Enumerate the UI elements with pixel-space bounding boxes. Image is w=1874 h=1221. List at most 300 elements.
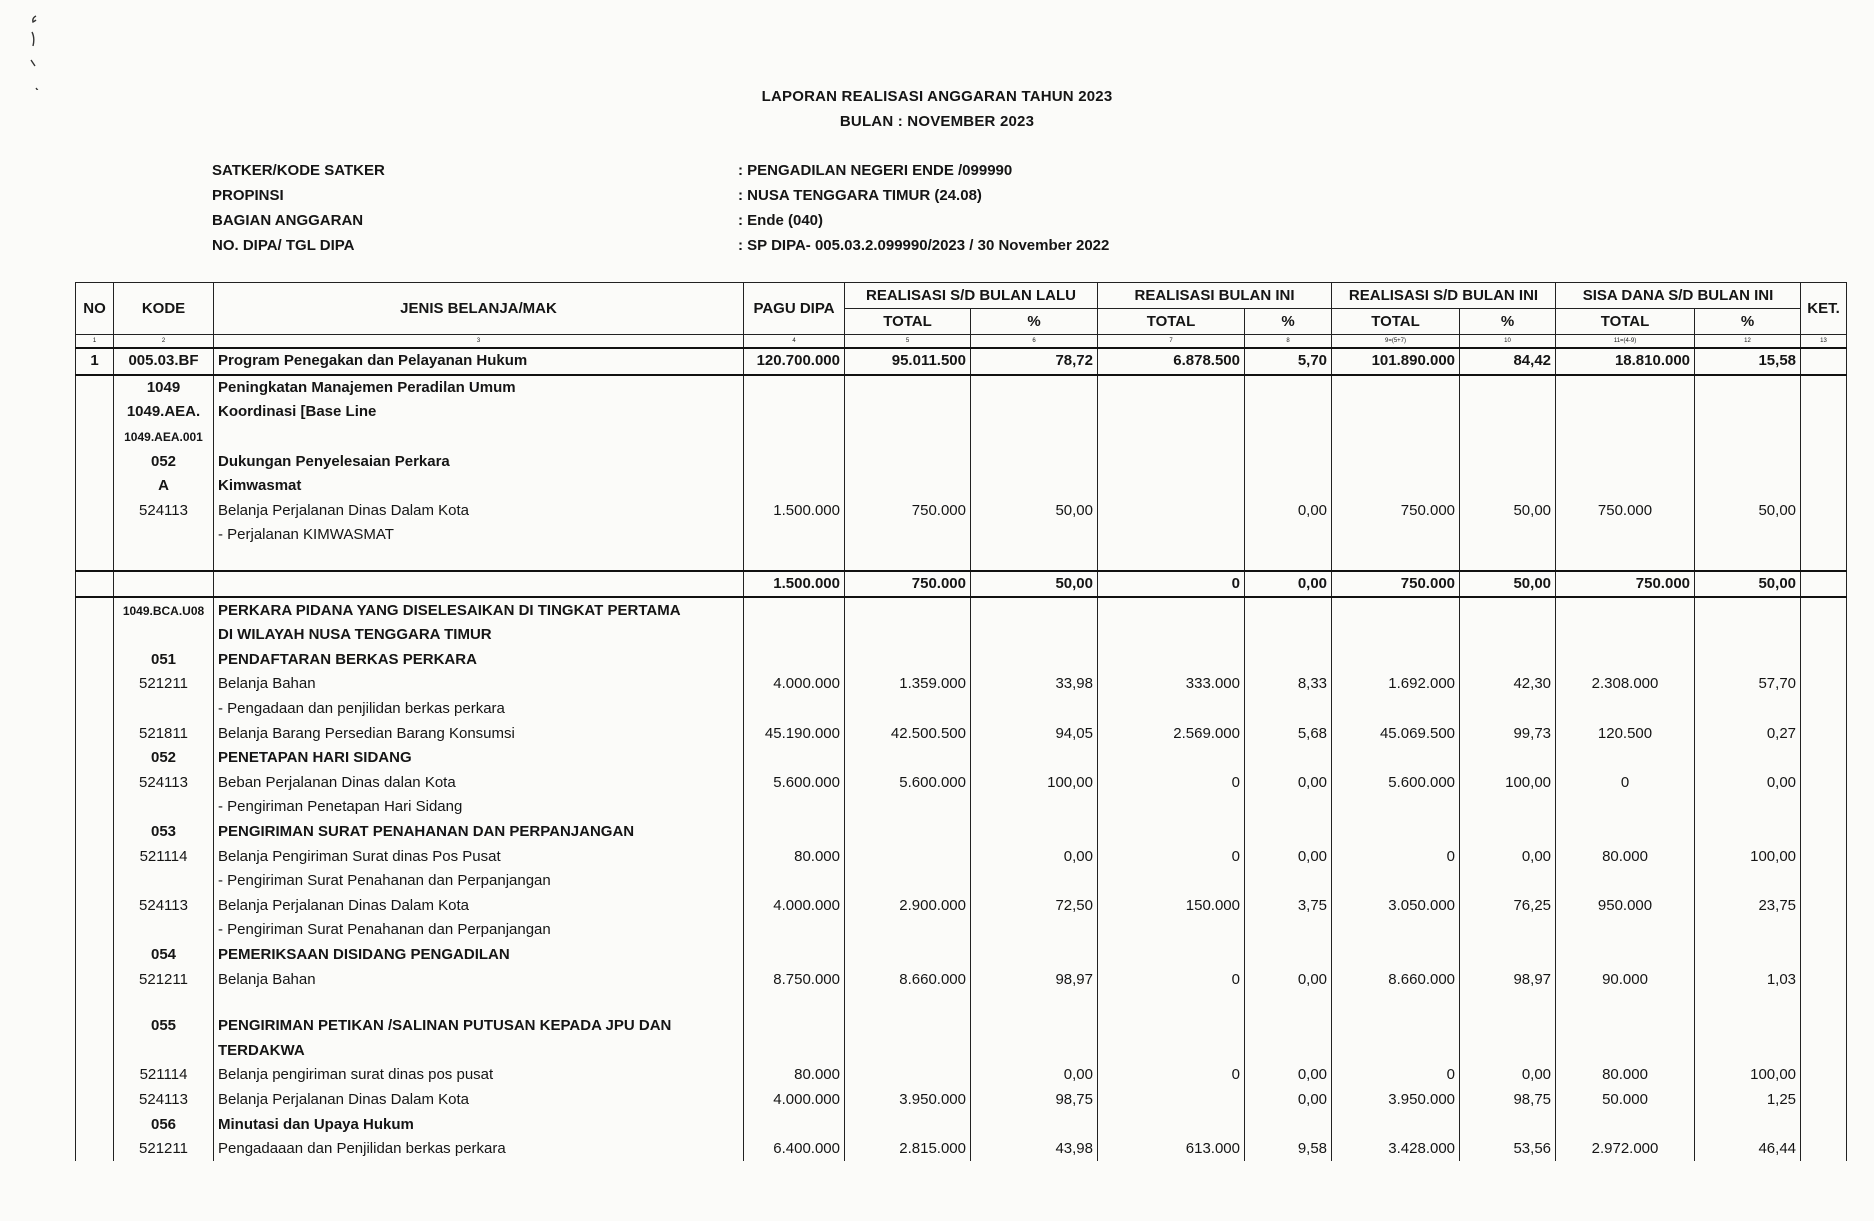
row-realisasi-lalu-total xyxy=(845,1038,971,1063)
row-no xyxy=(76,400,114,425)
row-kode: 056 xyxy=(114,1112,214,1137)
row-sisa-total: 750.000 xyxy=(1556,499,1695,524)
row-realisasi-lalu-pct xyxy=(971,869,1098,894)
row-realisasi-ini-total: 6.878.500 xyxy=(1098,348,1245,375)
row-sisa-pct: 23,75 xyxy=(1695,893,1801,918)
row-no xyxy=(76,1112,114,1137)
row-sisa-total xyxy=(1556,820,1695,845)
row-realisasi-sd-ini-total xyxy=(1332,623,1460,648)
row-ket xyxy=(1801,1088,1847,1113)
row-realisasi-sd-ini-pct: 50,00 xyxy=(1460,499,1556,524)
row-ket xyxy=(1801,1112,1847,1137)
row-realisasi-sd-ini-pct xyxy=(1460,820,1556,845)
row-realisasi-sd-ini-total xyxy=(1332,400,1460,425)
row-realisasi-ini-pct xyxy=(1245,1038,1332,1063)
row-realisasi-sd-ini-pct xyxy=(1460,523,1556,548)
row-jenis-belanja: Kimwasmat xyxy=(214,474,744,499)
row-jenis-belanja: PERKARA PIDANA YANG DISELESAIKAN DI TINGKAT PERTAMA xyxy=(214,597,744,623)
row-ket xyxy=(1801,548,1847,571)
row-sisa-total: 80.000 xyxy=(1556,844,1695,869)
row-no xyxy=(76,449,114,474)
row-realisasi-lalu-total xyxy=(845,648,971,673)
row-realisasi-ini-total xyxy=(1098,400,1245,425)
row-kode xyxy=(114,548,214,571)
row-realisasi-ini-pct xyxy=(1245,425,1332,450)
table-row xyxy=(76,672,1847,697)
row-realisasi-ini-total xyxy=(1098,1112,1245,1137)
row-realisasi-lalu-total xyxy=(845,820,971,845)
row-jenis-belanja: Pengadaaan dan Penjilidan berkas perkara xyxy=(214,1137,744,1162)
row-kode: 521211 xyxy=(114,672,214,697)
row-realisasi-ini-total xyxy=(1098,746,1245,771)
row-sisa-pct: 0,27 xyxy=(1695,721,1801,746)
row-ket xyxy=(1801,697,1847,722)
header-kode: KODE xyxy=(114,283,214,335)
row-kode: 524113 xyxy=(114,499,214,524)
row-kode: 524113 xyxy=(114,771,214,796)
table-row xyxy=(76,623,1847,648)
row-realisasi-sd-ini-pct xyxy=(1460,648,1556,673)
row-realisasi-lalu-total: 750.000 xyxy=(845,499,971,524)
row-kode: 005.03.BF xyxy=(114,348,214,375)
row-realisasi-sd-ini-total xyxy=(1332,449,1460,474)
row-realisasi-sd-ini-pct xyxy=(1460,746,1556,771)
row-realisasi-sd-ini-total xyxy=(1332,795,1460,820)
row-ket xyxy=(1801,571,1847,598)
row-sisa-pct: 50,00 xyxy=(1695,571,1801,598)
row-kode: 053 xyxy=(114,820,214,845)
column-number: 8 xyxy=(1245,335,1332,349)
row-realisasi-lalu-pct xyxy=(971,425,1098,450)
row-realisasi-sd-ini-pct: 84,42 xyxy=(1460,348,1556,375)
row-realisasi-ini-total: 150.000 xyxy=(1098,893,1245,918)
meta-label-dipa: NO. DIPA/ TGL DIPA xyxy=(212,237,355,254)
table-row xyxy=(76,771,1847,796)
row-realisasi-sd-ini-pct xyxy=(1460,375,1556,401)
table-row xyxy=(76,425,1847,450)
row-sisa-total xyxy=(1556,523,1695,548)
row-sisa-pct xyxy=(1695,648,1801,673)
row-ket xyxy=(1801,893,1847,918)
row-ket xyxy=(1801,449,1847,474)
row-realisasi-sd-ini-pct xyxy=(1460,597,1556,623)
row-kode xyxy=(114,623,214,648)
report-title: LAPORAN REALISASI ANGGARAN TAHUN 2023 xyxy=(761,88,1113,105)
row-sisa-total xyxy=(1556,449,1695,474)
row-realisasi-ini-total xyxy=(1098,648,1245,673)
row-realisasi-lalu-total xyxy=(845,474,971,499)
row-kode: 055 xyxy=(114,1014,214,1039)
row-realisasi-lalu-pct xyxy=(971,746,1098,771)
row-realisasi-sd-ini-total xyxy=(1332,375,1460,401)
header-ket: KET. xyxy=(1801,283,1847,335)
row-ket xyxy=(1801,1038,1847,1063)
row-realisasi-ini-total xyxy=(1098,499,1245,524)
row-realisasi-ini-pct xyxy=(1245,400,1332,425)
row-realisasi-lalu-pct xyxy=(971,697,1098,722)
row-no: 1 xyxy=(76,348,114,375)
row-realisasi-ini-total xyxy=(1098,523,1245,548)
row-sisa-pct xyxy=(1695,375,1801,401)
table-row xyxy=(76,893,1847,918)
row-realisasi-lalu-total xyxy=(845,623,971,648)
row-realisasi-sd-ini-total xyxy=(1332,1112,1460,1137)
row-realisasi-lalu-total: 8.660.000 xyxy=(845,967,971,992)
row-realisasi-lalu-total: 3.950.000 xyxy=(845,1088,971,1113)
row-realisasi-lalu-pct xyxy=(971,548,1098,571)
row-realisasi-sd-ini-pct xyxy=(1460,474,1556,499)
row-realisasi-sd-ini-pct: 100,00 xyxy=(1460,771,1556,796)
row-kode: 1049.BCA.U08 xyxy=(114,597,214,623)
row-ket xyxy=(1801,623,1847,648)
row-sisa-pct xyxy=(1695,1014,1801,1039)
row-realisasi-sd-ini-pct: 53,56 xyxy=(1460,1137,1556,1162)
table-row xyxy=(76,697,1847,722)
row-no xyxy=(76,672,114,697)
row-realisasi-sd-ini-total: 45.069.500 xyxy=(1332,721,1460,746)
row-sisa-total xyxy=(1556,425,1695,450)
table-row xyxy=(76,499,1847,524)
row-sisa-total: 750.000 xyxy=(1556,571,1695,598)
row-no xyxy=(76,1137,114,1162)
row-realisasi-lalu-pct xyxy=(971,943,1098,968)
row-kode xyxy=(114,992,214,1014)
row-jenis-belanja: Belanja Bahan xyxy=(214,672,744,697)
table-row xyxy=(76,1063,1847,1088)
row-pagu-dipa xyxy=(744,1038,845,1063)
table-row xyxy=(76,943,1847,968)
row-realisasi-ini-pct xyxy=(1245,375,1332,401)
table-row xyxy=(76,795,1847,820)
row-no xyxy=(76,523,114,548)
row-realisasi-sd-ini-total: 0 xyxy=(1332,1063,1460,1088)
row-ket xyxy=(1801,943,1847,968)
row-sisa-pct xyxy=(1695,992,1801,1014)
row-sisa-total: 950.000 xyxy=(1556,893,1695,918)
row-realisasi-lalu-pct: 78,72 xyxy=(971,348,1098,375)
row-realisasi-sd-ini-total xyxy=(1332,1014,1460,1039)
row-realisasi-sd-ini-pct: 99,73 xyxy=(1460,721,1556,746)
row-realisasi-ini-pct: 8,33 xyxy=(1245,672,1332,697)
subheader-pct: % xyxy=(1245,309,1332,335)
row-realisasi-ini-total xyxy=(1098,943,1245,968)
row-jenis-belanja: DI WILAYAH NUSA TENGGARA TIMUR xyxy=(214,623,744,648)
row-realisasi-ini-pct xyxy=(1245,623,1332,648)
row-realisasi-lalu-total: 1.359.000 xyxy=(845,672,971,697)
row-ket xyxy=(1801,648,1847,673)
header-realisasi-ini: REALISASI BULAN INI xyxy=(1098,283,1332,309)
row-realisasi-sd-ini-pct xyxy=(1460,943,1556,968)
row-pagu-dipa xyxy=(744,697,845,722)
row-realisasi-ini-pct xyxy=(1245,1014,1332,1039)
row-realisasi-sd-ini-pct xyxy=(1460,992,1556,1014)
row-realisasi-lalu-total xyxy=(845,548,971,571)
row-realisasi-ini-pct xyxy=(1245,820,1332,845)
row-ket xyxy=(1801,992,1847,1014)
row-sisa-total xyxy=(1556,992,1695,1014)
row-sisa-total xyxy=(1556,1112,1695,1137)
row-realisasi-ini-pct xyxy=(1245,992,1332,1014)
row-no xyxy=(76,844,114,869)
row-realisasi-sd-ini-pct: 98,75 xyxy=(1460,1088,1556,1113)
row-pagu-dipa xyxy=(744,425,845,450)
row-realisasi-sd-ini-total xyxy=(1332,425,1460,450)
row-kode xyxy=(114,571,214,598)
column-number: 7 xyxy=(1098,335,1245,349)
row-realisasi-ini-total xyxy=(1098,597,1245,623)
row-realisasi-lalu-pct xyxy=(971,449,1098,474)
row-sisa-total xyxy=(1556,400,1695,425)
row-realisasi-sd-ini-total: 0 xyxy=(1332,844,1460,869)
row-pagu-dipa xyxy=(744,1014,845,1039)
table-row xyxy=(76,721,1847,746)
row-realisasi-lalu-total xyxy=(845,597,971,623)
row-sisa-pct xyxy=(1695,697,1801,722)
row-sisa-pct: 15,58 xyxy=(1695,348,1801,375)
row-realisasi-sd-ini-total: 3.050.000 xyxy=(1332,893,1460,918)
row-realisasi-ini-total xyxy=(1098,623,1245,648)
row-realisasi-lalu-pct xyxy=(971,623,1098,648)
row-realisasi-lalu-total: 2.900.000 xyxy=(845,893,971,918)
row-ket xyxy=(1801,820,1847,845)
row-sisa-pct xyxy=(1695,820,1801,845)
row-sisa-pct xyxy=(1695,1112,1801,1137)
row-ket xyxy=(1801,918,1847,943)
row-jenis-belanja: Beban Perjalanan Dinas dalan Kota xyxy=(214,771,744,796)
row-realisasi-lalu-pct xyxy=(971,523,1098,548)
row-pagu-dipa: 1.500.000 xyxy=(744,571,845,598)
table-row xyxy=(76,474,1847,499)
row-realisasi-lalu-total xyxy=(845,400,971,425)
row-sisa-pct: 50,00 xyxy=(1695,499,1801,524)
row-realisasi-lalu-pct: 33,98 xyxy=(971,672,1098,697)
column-number: 1 xyxy=(76,335,114,349)
row-no xyxy=(76,571,114,598)
row-jenis-belanja: Belanja Pengiriman Surat dinas Pos Pusat xyxy=(214,844,744,869)
row-realisasi-ini-pct: 5,70 xyxy=(1245,348,1332,375)
row-realisasi-ini-pct: 0,00 xyxy=(1245,1088,1332,1113)
row-realisasi-sd-ini-pct: 98,97 xyxy=(1460,967,1556,992)
row-ket xyxy=(1801,771,1847,796)
row-sisa-pct xyxy=(1695,523,1801,548)
row-realisasi-sd-ini-total xyxy=(1332,918,1460,943)
header-jenis-belanja: JENIS BELANJA/MAK xyxy=(214,283,744,335)
row-realisasi-sd-ini-total: 750.000 xyxy=(1332,571,1460,598)
row-realisasi-lalu-pct xyxy=(971,992,1098,1014)
table-row xyxy=(76,1038,1847,1063)
row-realisasi-lalu-total xyxy=(845,844,971,869)
table-row xyxy=(76,449,1847,474)
header-sisa-dana: SISA DANA S/D BULAN INI xyxy=(1556,283,1801,309)
row-realisasi-ini-pct xyxy=(1245,918,1332,943)
row-realisasi-lalu-total xyxy=(845,1014,971,1039)
row-realisasi-sd-ini-total xyxy=(1332,1038,1460,1063)
row-realisasi-ini-pct xyxy=(1245,474,1332,499)
row-sisa-total xyxy=(1556,474,1695,499)
row-pagu-dipa: 4.000.000 xyxy=(744,672,845,697)
row-no xyxy=(76,474,114,499)
table-row xyxy=(76,348,1847,375)
header-no: NO xyxy=(76,283,114,335)
row-pagu-dipa xyxy=(744,992,845,1014)
row-sisa-pct xyxy=(1695,474,1801,499)
row-kode xyxy=(114,795,214,820)
row-sisa-total xyxy=(1556,1038,1695,1063)
row-realisasi-ini-pct xyxy=(1245,523,1332,548)
row-realisasi-lalu-pct: 72,50 xyxy=(971,893,1098,918)
row-sisa-pct: 57,70 xyxy=(1695,672,1801,697)
row-kode: 524113 xyxy=(114,1088,214,1113)
row-ket xyxy=(1801,474,1847,499)
row-ket xyxy=(1801,425,1847,450)
row-jenis-belanja: PENGIRIMAN SURAT PENAHANAN DAN PERPANJANGAN xyxy=(214,820,744,845)
row-jenis-belanja: Dukungan Penyelesaian Perkara xyxy=(214,449,744,474)
row-pagu-dipa xyxy=(744,400,845,425)
row-sisa-pct xyxy=(1695,1038,1801,1063)
row-sisa-total: 0 xyxy=(1556,771,1695,796)
row-realisasi-sd-ini-total xyxy=(1332,820,1460,845)
row-realisasi-sd-ini-pct: 50,00 xyxy=(1460,571,1556,598)
row-realisasi-lalu-total xyxy=(845,425,971,450)
column-number: 6 xyxy=(971,335,1098,349)
row-ket xyxy=(1801,499,1847,524)
row-ket xyxy=(1801,523,1847,548)
row-realisasi-ini-pct xyxy=(1245,548,1332,571)
subheader-pct: % xyxy=(1460,309,1556,335)
row-ket xyxy=(1801,1063,1847,1088)
row-sisa-pct: 100,00 xyxy=(1695,1063,1801,1088)
meta-value-bagian-anggaran: : Ende (040) xyxy=(738,212,824,229)
row-pagu-dipa xyxy=(744,548,845,571)
row-pagu-dipa xyxy=(744,449,845,474)
row-kode: 524113 xyxy=(114,893,214,918)
row-sisa-pct: 46,44 xyxy=(1695,1137,1801,1162)
row-realisasi-lalu-total xyxy=(845,449,971,474)
row-jenis-belanja xyxy=(214,992,744,1014)
row-realisasi-lalu-pct: 0,00 xyxy=(971,844,1098,869)
row-realisasi-lalu-pct: 94,05 xyxy=(971,721,1098,746)
row-ket xyxy=(1801,795,1847,820)
column-number: 11=(4-9) xyxy=(1556,335,1695,349)
row-no xyxy=(76,869,114,894)
row-jenis-belanja: TERDAKWA xyxy=(214,1038,744,1063)
row-realisasi-lalu-pct: 43,98 xyxy=(971,1137,1098,1162)
report-month: BULAN : NOVEMBER 2023 xyxy=(839,113,1035,130)
row-sisa-total: 2.308.000 xyxy=(1556,672,1695,697)
row-ket xyxy=(1801,721,1847,746)
row-pagu-dipa xyxy=(744,1112,845,1137)
row-realisasi-lalu-pct: 0,00 xyxy=(971,1063,1098,1088)
row-realisasi-lalu-total: 5.600.000 xyxy=(845,771,971,796)
row-ket xyxy=(1801,348,1847,375)
meta-value-satker: : PENGADILAN NEGERI ENDE /099990 xyxy=(738,162,1013,179)
row-jenis-belanja: Belanja Barang Persedian Barang Konsumsi xyxy=(214,721,744,746)
row-realisasi-sd-ini-total: 3.950.000 xyxy=(1332,1088,1460,1113)
subheader-total: TOTAL xyxy=(845,309,971,335)
row-realisasi-lalu-total xyxy=(845,523,971,548)
row-realisasi-ini-total: 333.000 xyxy=(1098,672,1245,697)
row-sisa-total xyxy=(1556,869,1695,894)
row-realisasi-ini-pct xyxy=(1245,746,1332,771)
table-row xyxy=(76,597,1847,623)
row-no xyxy=(76,548,114,571)
column-number: 13 xyxy=(1801,335,1847,349)
row-no xyxy=(76,820,114,845)
header-realisasi-sd-ini: REALISASI S/D BULAN INI xyxy=(1332,283,1556,309)
row-realisasi-sd-ini-total xyxy=(1332,648,1460,673)
row-pagu-dipa xyxy=(744,523,845,548)
row-realisasi-sd-ini-pct xyxy=(1460,1014,1556,1039)
table-row xyxy=(76,571,1847,598)
row-sisa-pct xyxy=(1695,400,1801,425)
row-realisasi-lalu-total: 95.011.500 xyxy=(845,348,971,375)
row-pagu-dipa: 45.190.000 xyxy=(744,721,845,746)
row-pagu-dipa xyxy=(744,375,845,401)
row-realisasi-ini-pct xyxy=(1245,697,1332,722)
row-ket xyxy=(1801,597,1847,623)
row-pagu-dipa xyxy=(744,795,845,820)
row-realisasi-ini-total xyxy=(1098,1014,1245,1039)
row-realisasi-ini-total: 0 xyxy=(1098,771,1245,796)
row-realisasi-sd-ini-total: 1.692.000 xyxy=(1332,672,1460,697)
row-pagu-dipa: 80.000 xyxy=(744,1063,845,1088)
row-realisasi-sd-ini-total: 101.890.000 xyxy=(1332,348,1460,375)
row-sisa-pct xyxy=(1695,425,1801,450)
row-jenis-belanja: Koordinasi [Base Line xyxy=(214,400,744,425)
table-row xyxy=(76,1137,1847,1162)
row-kode: 1049.AEA. xyxy=(114,400,214,425)
row-pagu-dipa xyxy=(744,869,845,894)
row-ket xyxy=(1801,746,1847,771)
row-no xyxy=(76,918,114,943)
table-row xyxy=(76,992,1847,1014)
row-sisa-pct xyxy=(1695,795,1801,820)
row-sisa-total: 80.000 xyxy=(1556,1063,1695,1088)
row-kode: 521114 xyxy=(114,1063,214,1088)
row-no xyxy=(76,375,114,401)
row-kode: 052 xyxy=(114,746,214,771)
row-pagu-dipa xyxy=(744,820,845,845)
row-realisasi-lalu-pct xyxy=(971,648,1098,673)
row-realisasi-ini-total xyxy=(1098,1038,1245,1063)
row-jenis-belanja: Belanja Perjalanan Dinas Dalam Kota xyxy=(214,893,744,918)
row-realisasi-ini-total: 0 xyxy=(1098,571,1245,598)
row-realisasi-lalu-pct: 100,00 xyxy=(971,771,1098,796)
row-realisasi-ini-total xyxy=(1098,820,1245,845)
row-sisa-pct xyxy=(1695,449,1801,474)
row-no xyxy=(76,721,114,746)
row-realisasi-ini-pct: 0,00 xyxy=(1245,844,1332,869)
row-realisasi-ini-pct xyxy=(1245,648,1332,673)
row-realisasi-lalu-pct xyxy=(971,1038,1098,1063)
row-realisasi-sd-ini-pct: 0,00 xyxy=(1460,1063,1556,1088)
row-realisasi-sd-ini-total xyxy=(1332,597,1460,623)
row-no xyxy=(76,943,114,968)
row-realisasi-ini-total xyxy=(1098,449,1245,474)
row-jenis-belanja: Belanja Perjalanan Dinas Dalam Kota xyxy=(214,1088,744,1113)
row-jenis-belanja: - Pengiriman Surat Penahanan dan Perpanjangan xyxy=(214,869,744,894)
row-jenis-belanja: PEMERIKSAAN DISIDANG PENGADILAN xyxy=(214,943,744,968)
row-realisasi-sd-ini-pct xyxy=(1460,697,1556,722)
table-row xyxy=(76,820,1847,845)
row-sisa-total xyxy=(1556,697,1695,722)
header-realisasi-lalu: REALISASI S/D BULAN LALU xyxy=(845,283,1098,309)
row-realisasi-ini-pct xyxy=(1245,869,1332,894)
row-realisasi-lalu-pct xyxy=(971,1112,1098,1137)
row-realisasi-sd-ini-pct xyxy=(1460,548,1556,571)
meta-value-propinsi: : NUSA TENGGARA TIMUR (24.08) xyxy=(738,187,982,204)
table-row xyxy=(76,548,1847,571)
